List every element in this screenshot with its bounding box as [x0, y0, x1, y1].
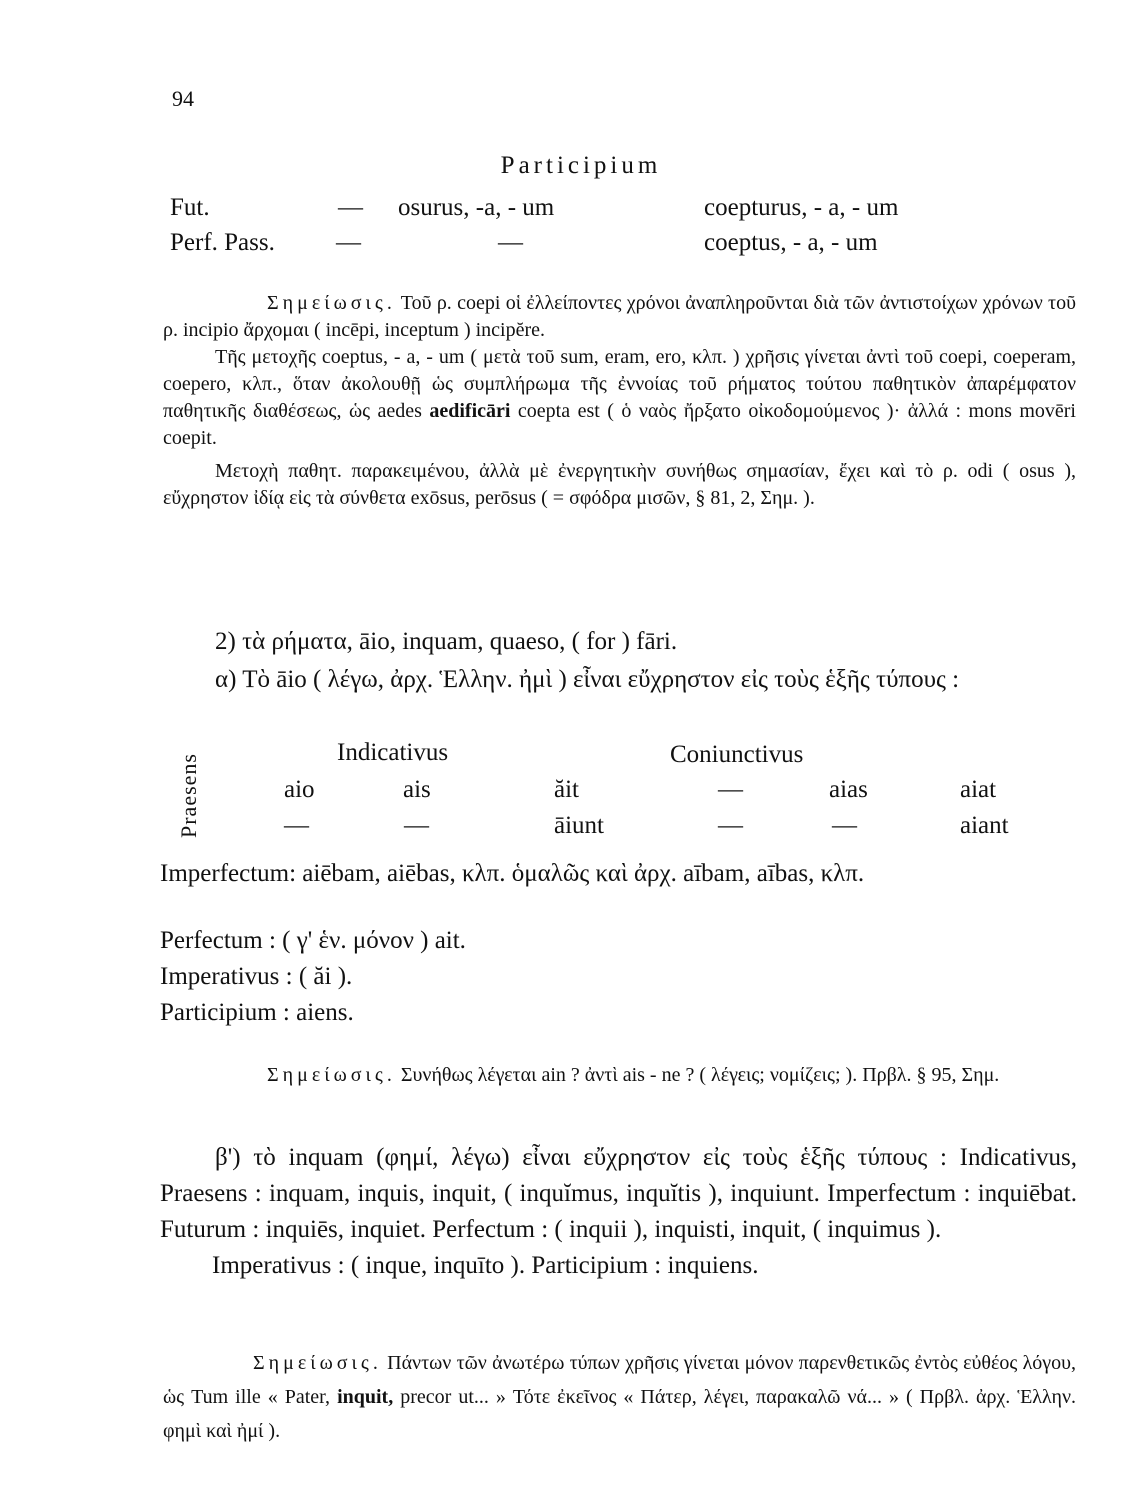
note-text: Πάντων τῶν ἀνωτέρω τύπων χρῆσις γίνεται μόνον παρενθετικῶς ἐντὸς εὐθέος λόγου, ὡς Tum ille « Pater,: [163, 1352, 1077, 1408]
fut-dash: —: [338, 194, 363, 221]
table-cell: —: [832, 812, 857, 839]
note-bold-word: inquit,: [337, 1386, 394, 1408]
imperativus-line: Imperativus : ( ăi ).: [160, 963, 353, 990]
section-title: Participium: [500, 152, 662, 179]
note-label: Σημείωσις.: [267, 292, 396, 314]
coniunctivus-header: Coniunctivus: [670, 741, 804, 768]
indicativus-header: Indicativus: [337, 739, 449, 766]
table-cell: aias: [829, 776, 868, 803]
table-cell: ais: [403, 776, 431, 803]
note-label: Σημείωσις.: [253, 1352, 382, 1374]
fut-form1: osurus, -a, - um: [398, 194, 555, 221]
table-cell: ăit: [554, 776, 579, 803]
note-text: Μετοχὴ παθητ. παρακειμένου, ἀλλὰ μὲ ἐνεργητικὴν συνήθως σημασίαν, ἔχει καὶ τὸ ρ. odi ( osus ), εὔχρηστον ἰδίᾳ εἰς τὰ σύνθετα exōsus, perōsus ( = σφόδρα μισῶν, § 81, 2, Σημ. ).: [163, 460, 1076, 509]
praesens-label: Praesens: [176, 753, 201, 838]
table-cell: —: [404, 812, 429, 839]
participium-line: Participium : aiens.: [160, 999, 354, 1026]
alpha-text: α) Τὸ āio ( λέγω, ἀρχ. Ἑλλην. ἠμὶ ) εἶναι εὔχρηστον εἰς τοὺς ἑξῆς τύπους :: [215, 666, 960, 693]
table-cell: aio: [284, 776, 315, 803]
note-text: precor ut... » Τότε ἐκεῖνος « Πάτερ, λέγει, παρακαλῶ νά... » ( Πρβλ. ἀρχ. Ἑλλην. φημὶ καὶ ἠμί ).: [163, 1386, 1077, 1442]
note-label: Σημείωσις.: [267, 1064, 396, 1086]
perf-form2: coeptus, - a, - um: [704, 229, 878, 256]
note-bold-word: aedificāri: [429, 400, 511, 422]
perf-label: Perf. Pass.: [170, 229, 275, 256]
perf-dash: —: [336, 229, 361, 256]
beta-paragraph: [160, 1140, 1077, 1284]
page-number: 94: [172, 86, 194, 111]
section-2-line: 2) τὰ ρήματα, āio, inquam, quaeso, ( for ) fāri.: [215, 628, 678, 655]
table-cell: aiat: [960, 776, 997, 803]
note-block-2: [163, 1062, 1076, 1089]
note-text: Συνήθως λέγεται ain ? ἀντὶ ais - ne ? ( λέγεις; νομίζεις; ). Πρβλ. § 95, Σημ.: [400, 1064, 1000, 1086]
imperfectum-paragraph: [160, 856, 1077, 892]
table-cell: —: [718, 812, 743, 839]
table-cell: —: [718, 776, 743, 803]
beta-text: β') τὸ inquam (φημί, λέγω) εἶναι εὔχρηστον εἰς τοὺς ἑξῆς τύπους : Indicativus, Praesens : inquam, inquis, inquit, ( inquĭmus, inquĭtis ), inquiunt. Imperfectum : inquiēbat. Futurum : inquiēs, inquiet. Perfectum : ( inquii ), inquisti, inquit, ( inquimus ).: [160, 1144, 1077, 1243]
table-cell: —: [284, 812, 309, 839]
perf-form1: —: [498, 229, 523, 256]
note-text: Τοῦ ρ. coepi οἱ ἐλλείποντες χρόνοι ἀναπληροῦνται διὰ τῶν ἀντιστοίχων χρόνων τοῦ ρ. incipio ἄρχομαι ( incēpi, inceptum ) incipĕre.: [163, 292, 1076, 341]
note-text: coepta est ( ὁ ναὸς ἤρξατο οἰκοδομούμενος )· ἀλλά : mons movēri coepit.: [163, 400, 1076, 449]
fut-form2: coepturus, - a, - um: [704, 194, 899, 221]
note-block-1: [163, 290, 1076, 512]
fut-label: Fut.: [170, 194, 210, 221]
note-text: Τῆς μετοχῆς coeptus, - a, - um ( μετὰ τοῦ sum, eram, ero, κλπ. ) χρῆσις γίνεται ἀντὶ τοῦ coepi, coeperam, coepero, κλπ., ὅταν ἀκολουθῇ ὡς συμπλήρωμα τῆς ἐννοίας τοῦ ρήματος τούτου παθητικὸν ἀπαρέμφατον παθητικῆς διαθέσεως, ὡς aedes: [163, 346, 1076, 422]
perfectum-line: Perfectum : ( γ' ἑν. μόνον ) ait.: [160, 927, 466, 954]
note-block-3: [163, 1346, 1076, 1448]
table-cell: āiunt: [554, 812, 604, 839]
beta-imperativus: Imperativus : ( inque, inquīto ). Participium : inquiens.: [212, 1252, 759, 1279]
alpha-paragraph: [160, 662, 1077, 698]
table-cell: aiant: [960, 812, 1009, 839]
imperfectum-line: Imperfectum: aiēbam, aiēbas, κλπ. ὁμαλῶς καὶ ἀρχ. aībam, aības, κλπ.: [160, 860, 865, 887]
